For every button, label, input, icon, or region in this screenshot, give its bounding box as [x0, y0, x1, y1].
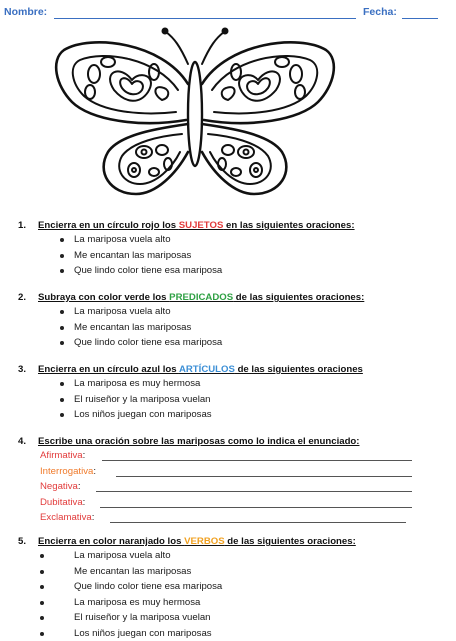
bullet	[40, 554, 44, 558]
keyword-predicados: PREDICADOS	[169, 292, 233, 303]
answer-line-afirmativa[interactable]	[18, 448, 448, 464]
bullet	[60, 341, 64, 345]
question-number: 4.	[18, 436, 38, 448]
sentence-list	[18, 232, 448, 279]
line-label: Interrogativa	[40, 466, 93, 477]
title-text: de las siguientes oraciones:	[225, 536, 356, 547]
sentence: El ruiseñor y la mariposa vuelan	[74, 612, 211, 623]
sentence: La mariposa es muy hermosa	[74, 378, 200, 389]
name-field-line[interactable]	[54, 18, 356, 19]
header	[4, 6, 452, 20]
answer-line-exclamativa[interactable]	[18, 510, 448, 526]
sentence: Me encantan las mariposas	[74, 250, 191, 261]
date-label: Fecha:	[363, 6, 397, 18]
list-item	[18, 626, 448, 641]
line-colon: :	[92, 512, 95, 523]
bullet	[60, 254, 64, 258]
bullet	[60, 326, 64, 330]
question-4	[18, 436, 448, 526]
bullet	[60, 382, 64, 386]
bullet	[40, 570, 44, 574]
title-text: Subraya con color verde los	[38, 292, 169, 303]
bullet	[60, 238, 64, 242]
sentence: La mariposa vuela alto	[74, 234, 171, 245]
list-item	[18, 376, 448, 392]
bullet	[60, 269, 64, 273]
sentence: Los niños juegan con mariposas	[74, 628, 212, 639]
answer-line-negativa[interactable]	[18, 479, 448, 495]
title-text: Encierra en un círculo azul los	[38, 364, 179, 375]
line-colon: :	[93, 466, 96, 477]
sentence: Que lindo color tiene esa mariposa	[74, 265, 222, 276]
title-text: Encierra en un círculo rojo los	[38, 220, 179, 231]
bullet	[40, 616, 44, 620]
sentence: La mariposa vuela alto	[74, 306, 171, 317]
list-item	[18, 263, 448, 279]
line-colon: :	[78, 481, 81, 492]
sentence-list	[18, 304, 448, 351]
keyword-verbos: VERBOS	[184, 536, 225, 547]
list-item	[18, 564, 448, 580]
question-1-title	[18, 220, 448, 232]
question-number: 5.	[18, 536, 38, 548]
question-2	[18, 292, 448, 351]
list-item	[18, 320, 448, 336]
sentence: Que lindo color tiene esa mariposa	[74, 581, 222, 592]
bullet	[40, 601, 44, 605]
list-item	[18, 579, 448, 595]
sentence: Me encantan las mariposas	[74, 322, 191, 333]
question-5-title	[18, 536, 448, 548]
title-text: en las siguientes oraciones:	[223, 220, 354, 231]
question-2-title	[18, 292, 448, 304]
line-colon: :	[83, 450, 86, 461]
list-item	[18, 407, 448, 423]
title-text: de las siguientes oraciones	[235, 364, 363, 375]
sentence-list	[18, 548, 448, 641]
sentence: Que lindo color tiene esa mariposa	[74, 337, 222, 348]
date-field-line[interactable]	[402, 18, 438, 19]
question-number: 2.	[18, 292, 38, 304]
title-text: de las siguientes oraciones:	[233, 292, 364, 303]
sentence: La mariposa es muy hermosa	[74, 597, 200, 608]
sentence: El ruiseñor y la mariposa vuelan	[74, 394, 211, 405]
title-text: Encierra en color naranjado los	[38, 536, 184, 547]
line-label: Dubitativa	[40, 497, 83, 508]
sentence: La mariposa vuela alto	[74, 550, 171, 561]
list-item	[18, 548, 448, 564]
sentence: Me encantan las mariposas	[74, 566, 191, 577]
bullet	[60, 398, 64, 402]
answer-rule[interactable]	[116, 476, 412, 477]
question-3	[18, 364, 448, 423]
question-number: 1.	[18, 220, 38, 232]
list-item	[18, 232, 448, 248]
name-label: Nombre:	[4, 6, 47, 18]
line-label: Afirmativa	[40, 450, 83, 461]
bullet	[40, 632, 44, 636]
line-label: Negativa	[40, 481, 78, 492]
answer-line-interrogativa[interactable]	[18, 464, 448, 480]
bullet	[60, 413, 64, 417]
question-number: 3.	[18, 364, 38, 376]
answer-rule[interactable]	[102, 460, 412, 461]
keyword-sujetos: SUJETOS	[179, 220, 224, 231]
answer-line-dubitativa[interactable]	[18, 495, 448, 511]
question-5	[18, 536, 448, 641]
answer-rule[interactable]	[100, 507, 412, 508]
question-3-title	[18, 364, 448, 376]
question-4-title	[18, 436, 448, 448]
bullet	[60, 310, 64, 314]
line-label: Exclamativa	[40, 512, 92, 523]
list-item	[18, 248, 448, 264]
keyword-articulos: ARTÍCULOS	[179, 364, 235, 375]
question-1	[18, 220, 448, 279]
list-item	[18, 392, 448, 408]
line-colon: :	[83, 497, 86, 508]
sentence: Los niños juegan con mariposas	[74, 409, 212, 420]
list-item	[18, 304, 448, 320]
title-text: Escribe una oración sobre las mariposas como lo indica el enunciado:	[38, 436, 359, 447]
list-item	[18, 595, 448, 611]
list-item	[18, 610, 448, 626]
answer-rule[interactable]	[110, 522, 406, 523]
sentence-list	[18, 376, 448, 423]
answer-rule[interactable]	[96, 491, 412, 492]
butterfly-drawing	[50, 24, 340, 200]
list-item	[18, 335, 448, 351]
bullet	[40, 585, 44, 589]
